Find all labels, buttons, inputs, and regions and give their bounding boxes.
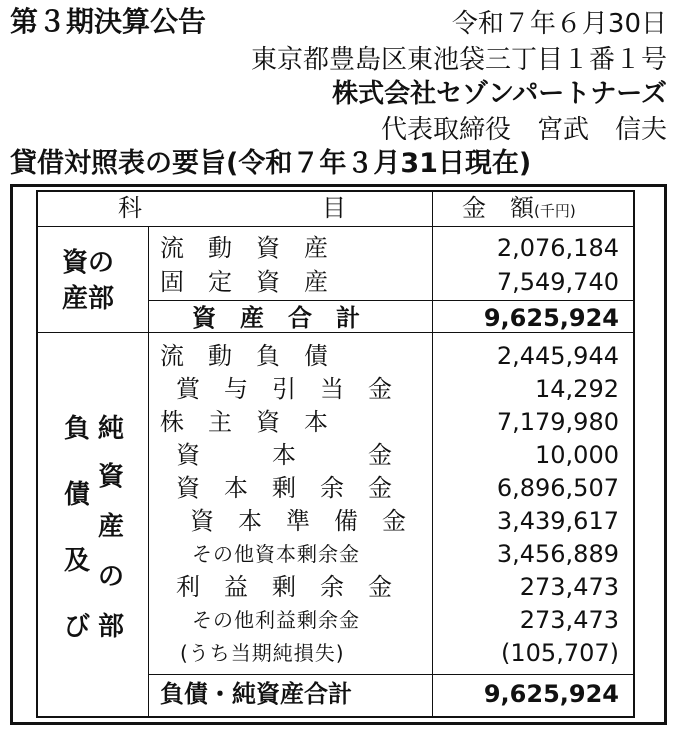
value-other-retained-earnings: 273,473 (519, 606, 619, 634)
liab-section-right-4: の (98, 562, 125, 592)
row-capital-surplus: 資 本 剰 余 金 (176, 474, 392, 502)
row-capital-reserve: 資 本 準 備 金 (190, 507, 406, 535)
value-asset-total: 9,625,924 (483, 304, 619, 332)
row-other-retained-earnings: その他利益剰余金 (192, 608, 360, 632)
asset-section-label-1: 資の (62, 248, 115, 278)
row-fixed-assets: 固 定 資 産 (160, 268, 328, 296)
liab-section-right-1: 純 (98, 414, 125, 444)
value-shareholders-equity: 7,179,980 (496, 408, 619, 436)
value-capital: 10,000 (535, 441, 619, 469)
col-header-amount (462, 193, 576, 226)
liab-section-left-4: び (64, 612, 91, 642)
row-capital: 資 本 金 (176, 441, 392, 469)
row-net-loss: (うち当期純損失) (180, 641, 345, 665)
liab-section-left-3: 及 (64, 546, 91, 576)
amount-column-divider (432, 190, 433, 717)
row-current-assets: 流 動 資 産 (160, 234, 328, 262)
value-retained-earnings: 273,473 (519, 573, 619, 601)
col-header-amount-label: 金 額 (462, 194, 534, 222)
liab-section-right-2: 資 (98, 462, 125, 492)
value-liab-net-assets-total: 9,625,924 (483, 680, 619, 708)
col-header-account-2: 目 (322, 194, 346, 222)
company-name: 株式会社セゾンパートナーズ (332, 79, 667, 109)
liab-total-divider (148, 674, 633, 675)
row-asset-total: 資 産 合 計 (192, 304, 360, 332)
col-header-account-1: 科 (118, 194, 142, 222)
value-net-loss: (105,707) (501, 639, 619, 667)
value-capital-reserve: 3,439,617 (496, 507, 619, 535)
row-liab-net-assets-total: 負債・純資産合計 (160, 680, 352, 708)
value-current-liabilities: 2,445,944 (496, 342, 619, 370)
row-bonus-allowance: 賞 与 引 当 金 (176, 375, 392, 403)
statement-subtitle: 貸借対照表の要旨(令和７年３月31日現在) (10, 148, 532, 179)
representative: 代表取締役 宮武 信夫 (380, 115, 667, 145)
liab-section-left-1: 負 (64, 414, 91, 444)
liab-section-right-3: 産 (98, 512, 125, 542)
value-current-assets: 2,076,184 (496, 234, 619, 262)
value-other-capital-surplus: 3,456,889 (496, 540, 619, 568)
value-capital-surplus: 6,896,507 (496, 474, 619, 502)
asset-section-label-2: 産部 (62, 284, 115, 314)
company-address: 東京都豊島区東池袋三丁目１番１号 (250, 45, 667, 75)
row-retained-earnings: 利 益 剰 余 金 (176, 573, 392, 601)
value-fixed-assets: 7,549,740 (496, 268, 619, 296)
notice-date: 令和７年６月30日 (451, 9, 667, 39)
asset-total-divider (148, 300, 633, 301)
notice-title: 第３期決算公告 (10, 5, 207, 38)
row-current-liabilities: 流 動 負 債 (160, 342, 328, 370)
section-column-divider (148, 226, 149, 717)
row-other-capital-surplus: その他資本剰余金 (192, 542, 360, 566)
liab-section-right-5: 部 (98, 612, 125, 642)
col-header-unit: (千円) (534, 202, 576, 220)
header-divider (36, 226, 633, 227)
row-shareholders-equity: 株 主 資 本 (160, 408, 328, 436)
liab-section-left-2: 債 (64, 480, 91, 510)
value-bonus-allowance: 14,292 (535, 375, 619, 403)
